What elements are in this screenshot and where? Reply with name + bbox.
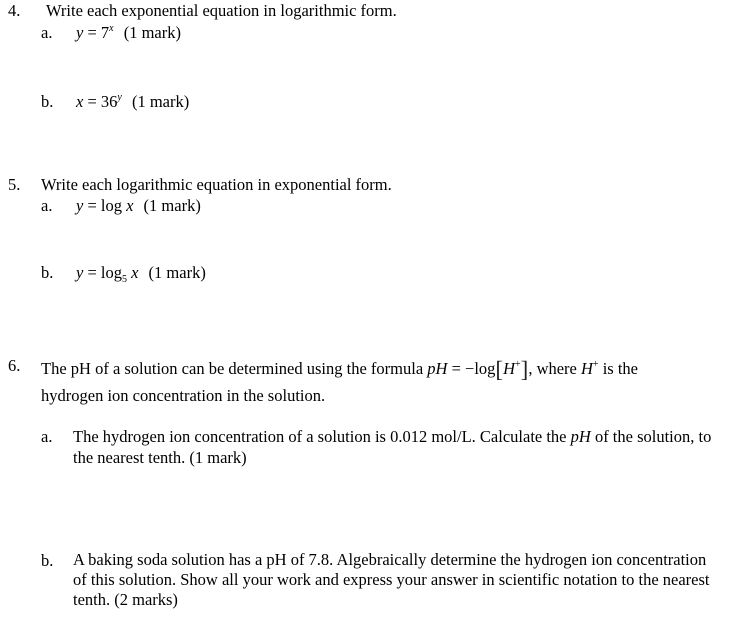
q6-formula-h: H bbox=[503, 359, 515, 378]
q6b-text: A baking soda solution has a pH of 7.8. Algebraically determine the hydrogen ion concentration of this solution. Show all your work and express your answer in scientific notation to the nearest tenth. (2 marks) bbox=[73, 550, 710, 609]
q6-number: 6. bbox=[8, 356, 21, 375]
q4b-eq: = 36 bbox=[83, 92, 118, 111]
q6b-label: b. bbox=[41, 551, 54, 570]
q5-number: 5. bbox=[8, 175, 21, 194]
q5b-log: = log bbox=[83, 263, 122, 282]
q4a-equation bbox=[76, 25, 181, 42]
q6-intro-line1 bbox=[41, 358, 638, 381]
q5a-equation bbox=[76, 198, 201, 215]
q5a-marks: (1 mark) bbox=[143, 196, 201, 215]
q6-intro-plus: + bbox=[592, 359, 599, 370]
q6-formula-plus: + bbox=[515, 359, 521, 370]
q4a-marks: (1 mark) bbox=[123, 23, 181, 42]
q5b-var-y: y bbox=[76, 263, 84, 282]
q4b-marks: (1 mark) bbox=[131, 92, 190, 111]
q4a-eq: = 7 bbox=[83, 23, 110, 42]
q5a-var-x: x bbox=[126, 196, 134, 215]
q4b-exp: y bbox=[117, 92, 122, 103]
q5b-label: b. bbox=[41, 263, 54, 282]
q5a-var-y: y bbox=[76, 196, 84, 215]
q5b-equation bbox=[76, 263, 206, 285]
q6a-label: a. bbox=[41, 427, 53, 446]
q6a-text bbox=[73, 426, 713, 468]
q4b-var-x: x bbox=[76, 92, 84, 111]
q6-formula-ph: pH bbox=[427, 359, 448, 378]
q4b-equation bbox=[76, 94, 189, 111]
q6-formula-eq: = −log bbox=[447, 359, 496, 378]
q6-intro-post: is the bbox=[598, 359, 638, 378]
q5b-marks: (1 mark) bbox=[148, 263, 206, 282]
q4-prompt: Write each exponential equation in logarithmic form. bbox=[46, 1, 397, 20]
q6a-text-ph: pH bbox=[570, 427, 591, 446]
q5b-var-x: x bbox=[131, 263, 139, 282]
q5a-log: = log bbox=[83, 196, 127, 215]
q6-intro-mid: , where bbox=[528, 359, 581, 378]
q5-prompt: Write each logarithmic equation in exponential form. bbox=[41, 175, 392, 194]
q6-formula-rbracket: ] bbox=[520, 357, 529, 382]
q6-intro-line2: hydrogen ion concentration in the solution. bbox=[41, 386, 326, 405]
q6-intro-text: The pH of a solution can be determined using the formula bbox=[41, 359, 428, 378]
q5a-label: a. bbox=[41, 196, 53, 215]
q4a-exp: x bbox=[109, 23, 114, 34]
q6-intro-h: H bbox=[581, 359, 593, 378]
q6a-text-pre: The hydrogen ion concentration of a solution is 0.012 mol/L. Calculate the bbox=[73, 427, 571, 446]
q4-number: 4. bbox=[8, 1, 21, 20]
q4a-label: a. bbox=[41, 23, 53, 42]
q6a-text-post: of the solution, to the nearest tenth. (1 mark) bbox=[73, 427, 712, 467]
q6-formula-lbracket: [ bbox=[495, 357, 504, 382]
q5b-base: 5 bbox=[121, 274, 127, 285]
q4a-var-y: y bbox=[76, 23, 84, 42]
q4b-label: b. bbox=[41, 92, 54, 111]
